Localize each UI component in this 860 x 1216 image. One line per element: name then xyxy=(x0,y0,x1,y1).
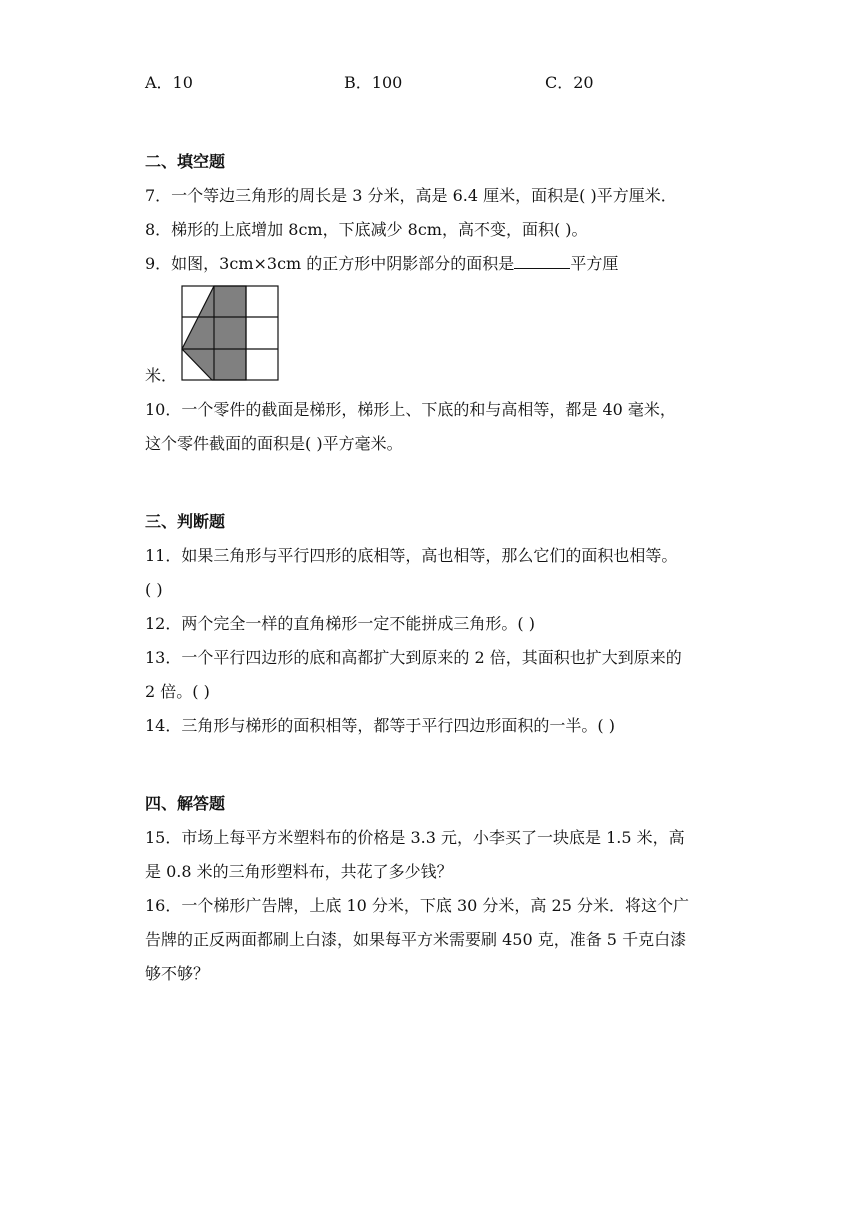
question-12: 12．两个完全一样的直角梯形一定不能拼成三角形。( ) xyxy=(145,614,535,633)
question-14: 14．三角形与梯形的面积相等，都等于平行四边形面积的一半。( ) xyxy=(145,716,615,735)
question-9-text: 9．如图，3cm×3cm 的正方形中阴影部分的面积是 xyxy=(145,254,515,273)
question-16-line1: 16．一个梯形广告牌，上底 10 分米，下底 30 分米，高 25 分米．将这个广 xyxy=(145,896,689,915)
question-9-tail: 米． xyxy=(145,366,178,385)
question-10-line1: 10．一个零件的截面是梯形，梯形上、下底的和与高相等，都是 40 毫米， xyxy=(145,400,676,419)
question-13-line1: 13．一个平行四边形的底和高都扩大到原来的 2 倍，其面积也扩大到原来的 xyxy=(145,648,682,667)
question-13-line2: 2 倍。( ) xyxy=(145,682,210,701)
question-9 xyxy=(145,254,618,274)
grid-figure xyxy=(180,284,280,384)
question-15-line2: 是 0.8 米的三角形塑料布，共花了多少钱？ xyxy=(145,862,453,881)
choice-c: C．20 xyxy=(545,73,594,92)
choice-b: B．100 xyxy=(344,73,403,92)
question-11-line2: ( ) xyxy=(145,580,163,599)
question-16-line3: 够不够？ xyxy=(145,964,210,983)
question-9-unit: 平方厘 xyxy=(570,254,619,273)
section-heading-judge: 三、判断题 xyxy=(145,512,226,531)
question-7: 7．一个等边三角形的周长是 3 分米，高是 6.4 厘米，面积是( )平方厘米． xyxy=(145,186,677,205)
section-heading-fill: 二、填空题 xyxy=(145,152,226,171)
section-heading-answer: 四、解答题 xyxy=(145,794,226,813)
question-15-line1: 15．市场上每平方米塑料布的价格是 3.3 元，小李买了一块底是 1.5 米，高 xyxy=(145,828,685,847)
answer-blank xyxy=(514,254,570,269)
choice-a: A．10 xyxy=(145,73,193,92)
question-11-line1: 11．如果三角形与平行四形的底相等，高也相等，那么它们的面积也相等。 xyxy=(145,546,678,565)
question-10-line2: 这个零件截面的面积是( )平方毫米。 xyxy=(145,434,403,453)
question-16-line2: 告牌的正反两面都刷上白漆，如果每平方米需要刷 450 克，准备 5 千克白漆 xyxy=(145,930,687,949)
question-8: 8．梯形的上底增加 8cm，下底减少 8cm，高不变，面积( )。 xyxy=(145,220,588,239)
